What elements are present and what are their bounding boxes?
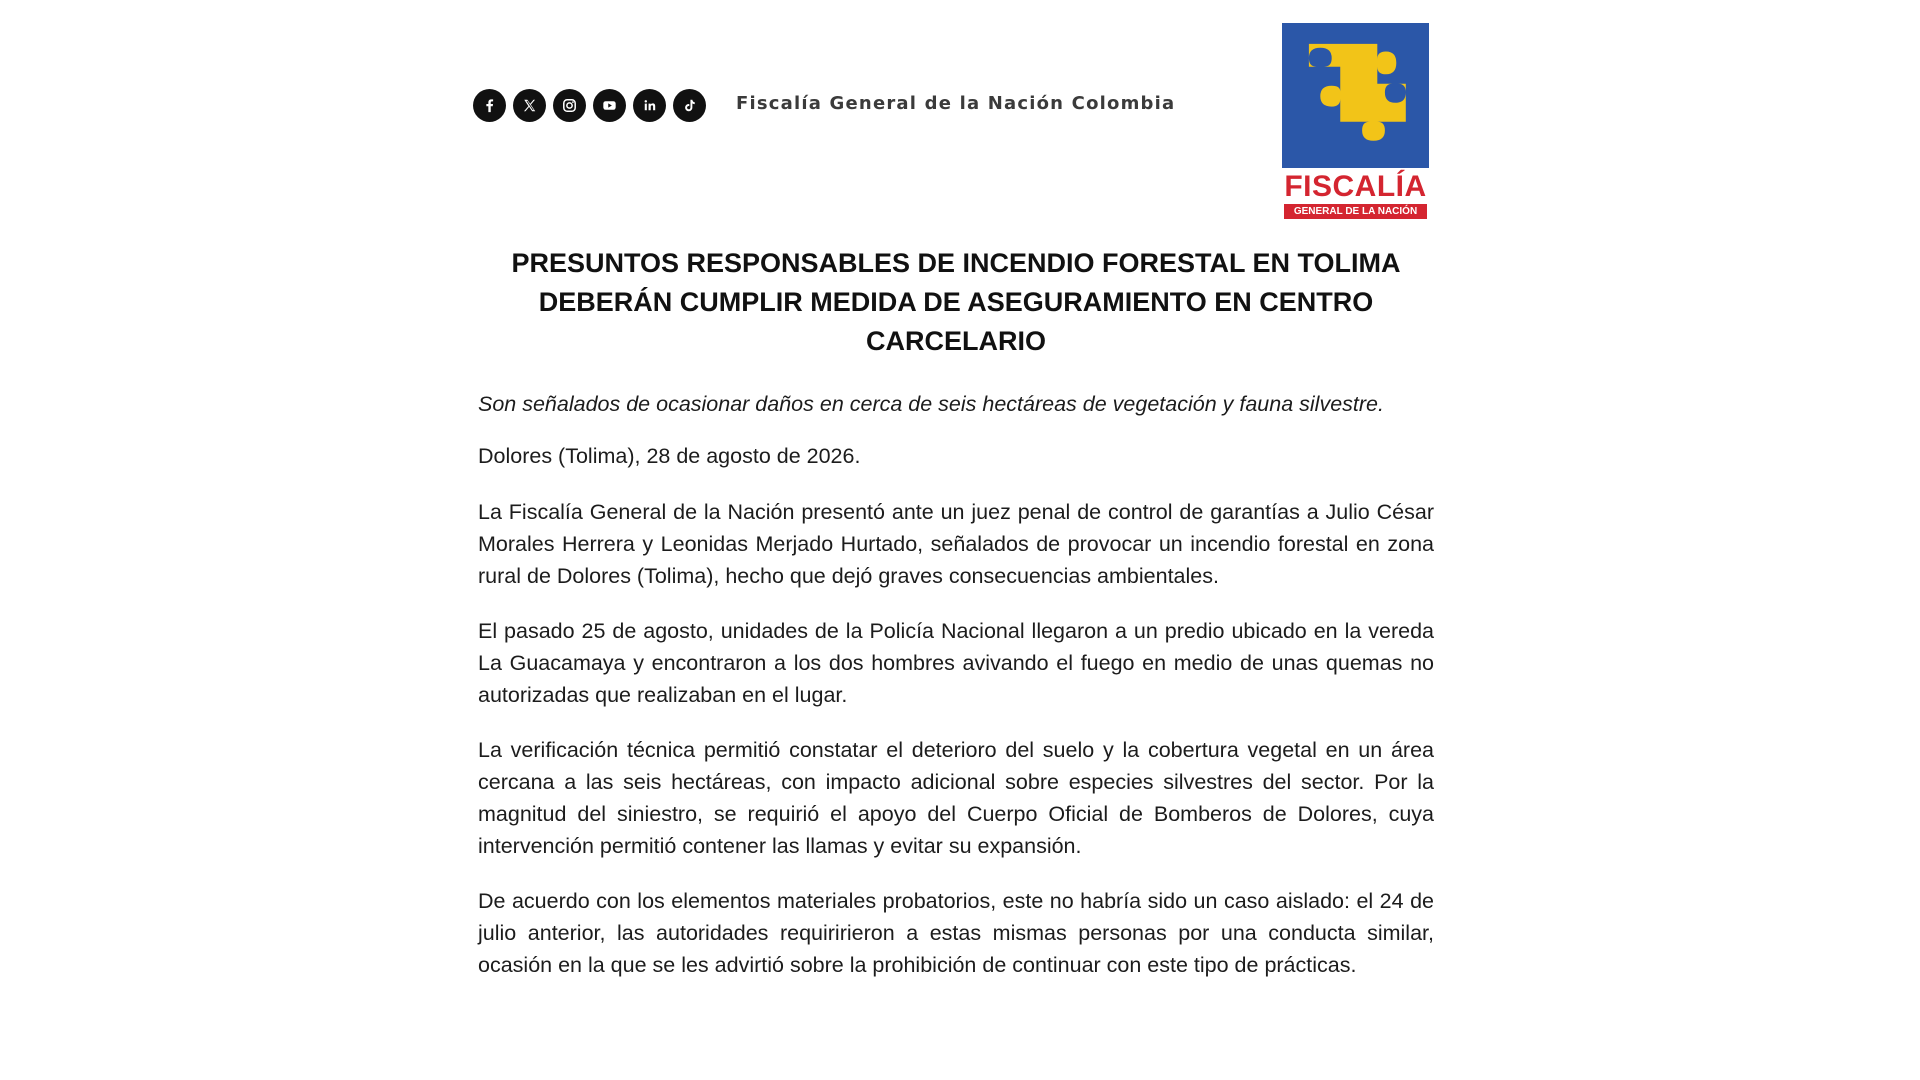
article-body	[478, 388, 1434, 1004]
linkedin-icon[interactable]	[633, 89, 666, 122]
fiscalia-logo	[1282, 23, 1429, 223]
article-paragraph: El pasado 25 de agosto, unidades de la Policía Nacional llegaron a un predio ubicado en la vereda La Guacamaya y encontraron a los dos hombres avivando el fuego en medio de unas quemas no autorizadas que realizaban en el lugar.	[478, 619, 1434, 707]
organization-name: Fiscalía General de la Nación Colombia	[736, 93, 1176, 114]
facebook-icon[interactable]	[473, 89, 506, 122]
youtube-icon[interactable]	[593, 89, 626, 122]
article-dateline: Dolores (Tolima), 28 de agosto de 2026.	[478, 444, 861, 468]
tiktok-icon[interactable]	[673, 89, 706, 122]
article-headline: PRESUNTOS RESPONSABLES DE INCENDIO FORESTAL EN TOLIMA DEBERÁN CUMPLIR MEDIDA DE ASEGURAMIENTO EN CENTRO CARCELARIO	[511, 248, 1401, 356]
logo-subtitle: GENERAL DE LA NACIÓN	[1284, 204, 1427, 219]
article-lead: Son señalados de ocasionar daños en cerca de seis hectáreas de vegetación y fauna silvestre.	[478, 392, 1384, 416]
x-icon[interactable]	[513, 89, 546, 122]
article-paragraph: De acuerdo con los elementos materiales probatorios, este no habría sido un caso aislado: el 24 de julio anterior, las autoridades requiririeron a estas mismas personas por una conducta similar, ocasión en la que se les advirtió sobre la prohibición de continuar con este tipo de prácticas.	[478, 889, 1434, 977]
article-paragraph: La Fiscalía General de la Nación presentó ante un juez penal de control de garantías a Julio César Morales Herrera y Leonidas Merjado Hurtado, señalados de provocar un incendio forestal en zona rural de Dolores (Tolima), hecho que dejó graves consecuencias ambientales.	[478, 500, 1434, 588]
social-links	[473, 89, 713, 122]
puzzle-piece-icon	[1282, 23, 1429, 168]
article-paragraph: La verificación técnica permitió constatar el deterioro del suelo y la cobertura vegetal en un área cercana a las seis hectáreas, con impacto adicional sobre especies silvestres del sector. Por la magnitud del siniestro, se requirió el apoyo del Cuerpo Oficial de Bomberos de Dolores, cuya intervención permitió contener las llamas y evitar su expansión.	[478, 738, 1434, 858]
instagram-icon[interactable]	[553, 89, 586, 122]
logo-wordmark: FISCALÍA	[1284, 170, 1427, 203]
